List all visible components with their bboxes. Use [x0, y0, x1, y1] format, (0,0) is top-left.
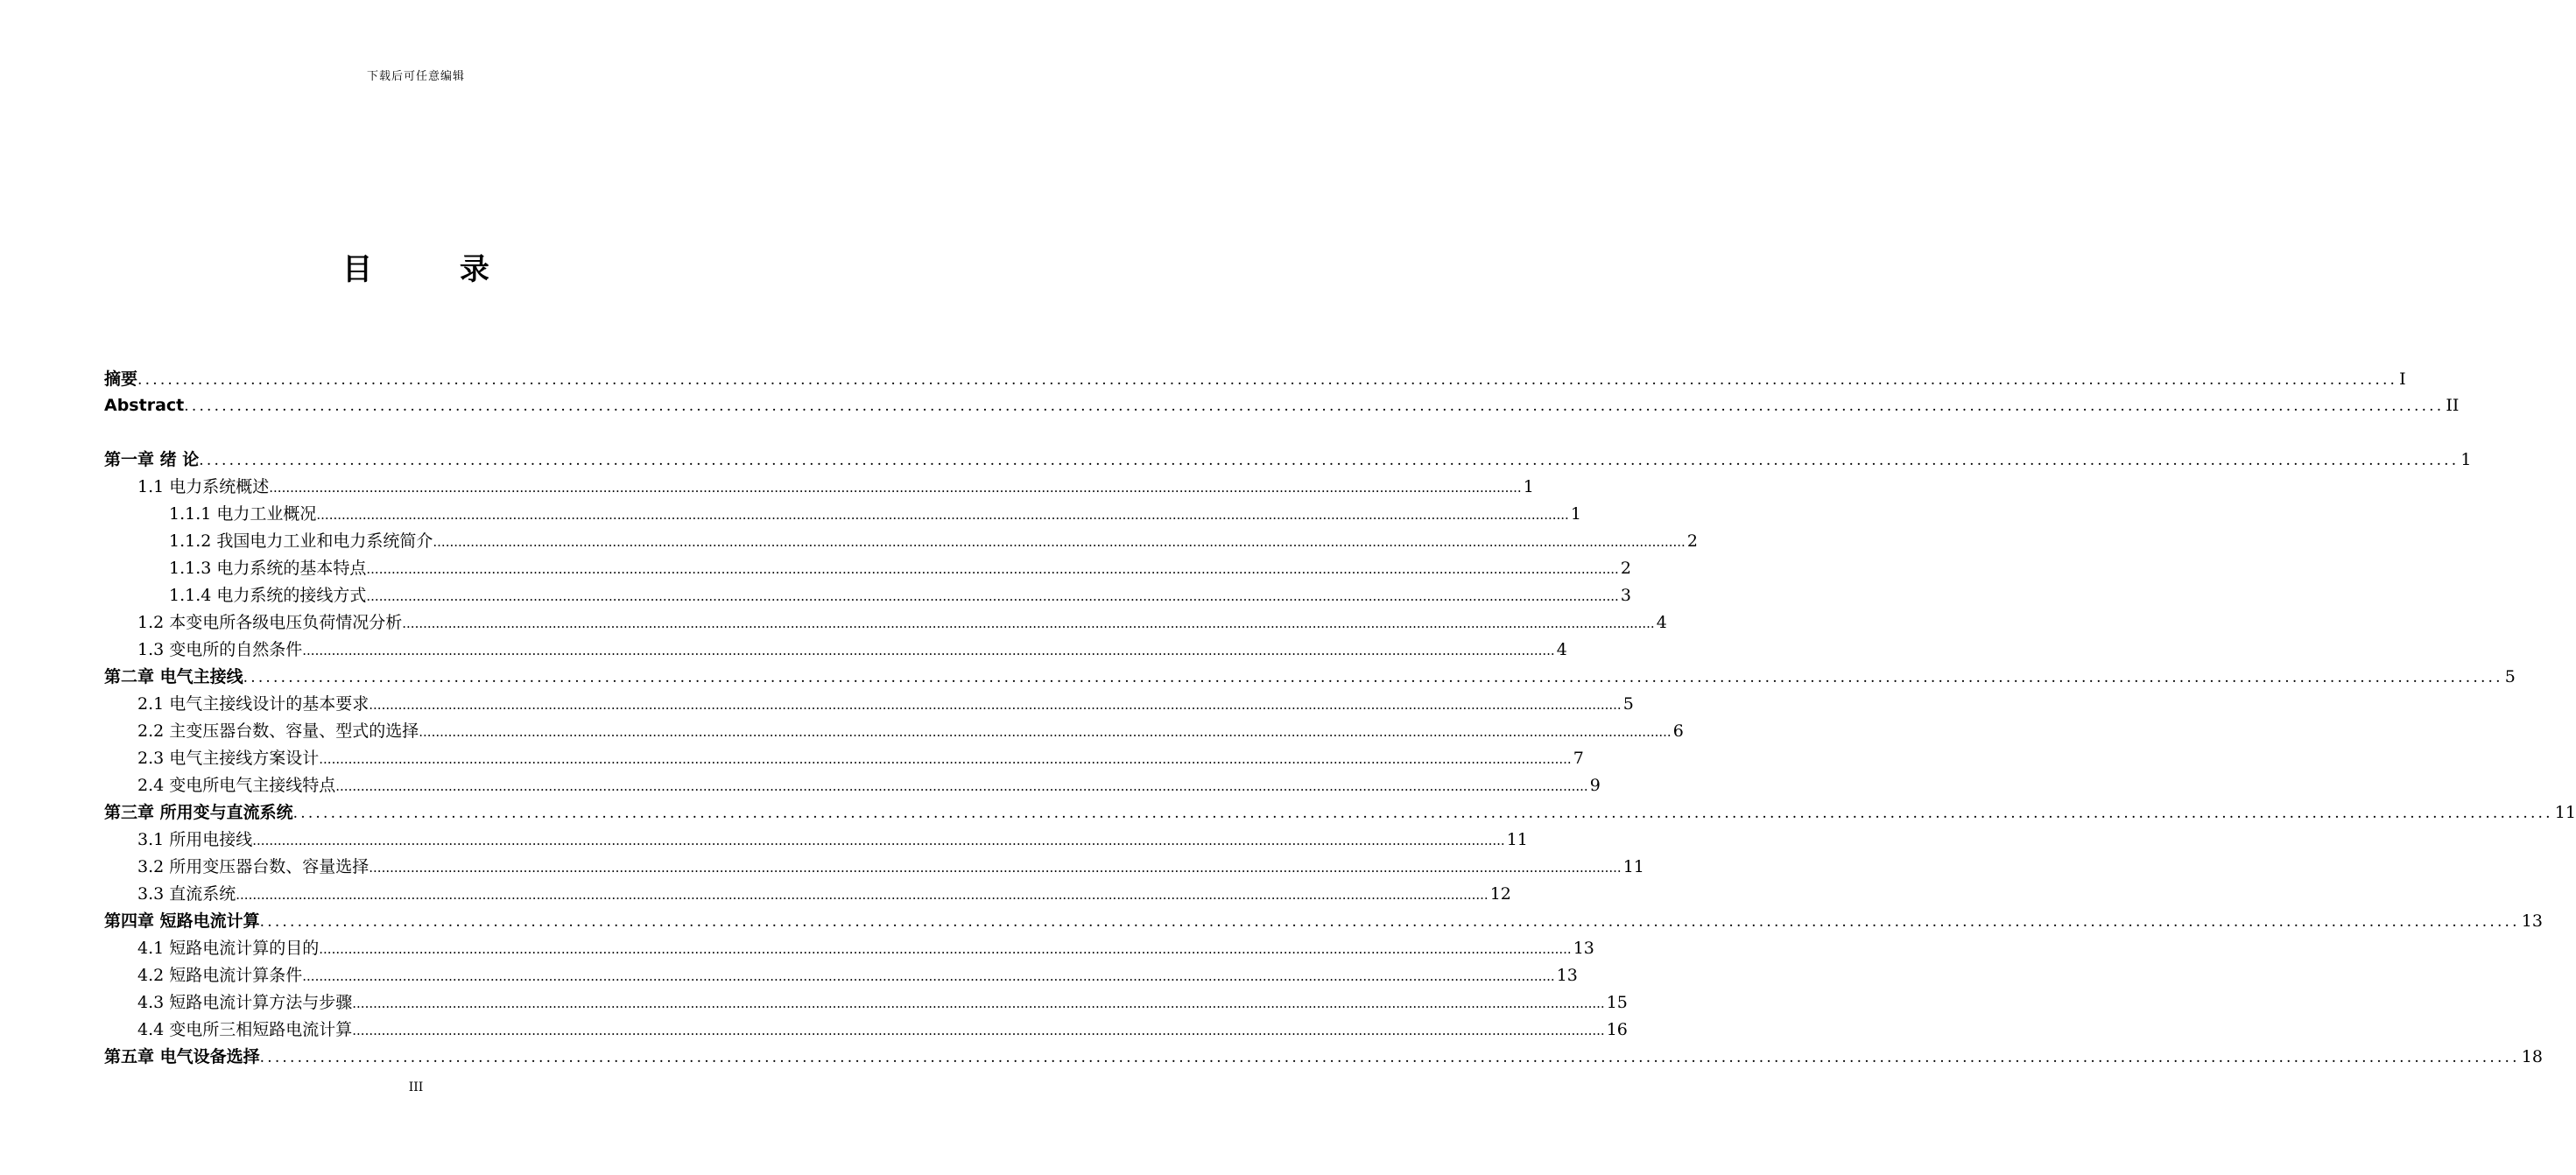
toc-leader-dots: ............................................................................................................................................................................................................................................................................................................ — [236, 887, 1489, 903]
toc-entry-label: 1.2 本变电所各级电压负荷情况分析 — [137, 613, 403, 632]
toc-entry-label: 4.2 短路电流计算条件 — [137, 966, 303, 985]
toc-entry-page: 3 — [1620, 586, 1631, 605]
toc-entry[interactable] — [137, 855, 1644, 878]
page-title: 目 录 — [342, 252, 528, 287]
toc-leader-dots: ............................................................................................................................................................................................................................................................................................................ — [269, 480, 1522, 496]
toc-leader-dots: ............................................................................................................................................................................................................................................................................................................ — [319, 941, 1572, 957]
toc-entry-label: 1.1.1 电力工业概况 — [169, 504, 317, 524]
toc-entry-page: 4 — [1556, 640, 1567, 659]
toc-entry[interactable] — [137, 964, 1578, 987]
toc-entry-page: 2 — [1620, 559, 1631, 578]
toc-entry[interactable] — [137, 693, 1634, 715]
toc-entry-label: 1.1.3 电力系统的基本特点 — [169, 559, 367, 578]
toc-entry-page: 1 — [1570, 504, 1581, 524]
toc-entry-page: 9 — [1589, 776, 1601, 795]
toc-leader-dots: ............................................................................................................................................................................................................................................................................................................ — [259, 1049, 2520, 1066]
toc-leader-dots: ............................................................................................................................................................................................................................................................................................................ — [316, 507, 1569, 523]
toc-entry-label: 2.4 变电所电气主接线特点 — [137, 776, 336, 795]
toc-entry-label: 1.1.2 我国电力工业和电力系统简介 — [169, 531, 433, 551]
toc-leader-dots: ............................................................................................................................................................................................................................................................................................................ — [366, 588, 1619, 604]
toc-entry-page: 4 — [1656, 613, 1667, 632]
toc-entry-page: 13 — [1556, 966, 1578, 985]
toc-entry-page: 1 — [2460, 450, 2472, 469]
toc-entry[interactable] — [104, 665, 2516, 688]
toc-entry[interactable] — [169, 557, 1631, 580]
toc-leader-dots: ............................................................................................................................................................................................................................................................................................................ — [137, 371, 2398, 389]
toc-entry-page: 16 — [1606, 1020, 1628, 1039]
toc-entry[interactable] — [104, 394, 2460, 417]
toc-entry[interactable] — [137, 937, 1594, 960]
toc-leader-dots: ............................................................................................................................................................................................................................................................................................................ — [259, 913, 2520, 931]
toc-entry-page: 11 — [2554, 803, 2576, 822]
toc-entry[interactable] — [137, 720, 1684, 742]
toc-entry-page: 15 — [1606, 993, 1628, 1012]
toc-entry-label: 4.1 短路电流计算的目的 — [137, 939, 320, 958]
toc-leader-dots: ............................................................................................................................................................................................................................................................................................................ — [402, 616, 1655, 631]
toc-entry-label: 2.1 电气主接线设计的基本要求 — [137, 694, 370, 714]
toc-entry-page: 5 — [1622, 694, 1634, 714]
toc-leader-dots: ............................................................................................................................................................................................................................................................................................................ — [184, 398, 2445, 415]
toc-entry-label: 1.3 变电所的自然条件 — [137, 640, 303, 659]
toc-entry[interactable] — [104, 1045, 2543, 1068]
toc-leader-dots: ............................................................................................................................................................................................................................................................................................................ — [292, 805, 2553, 822]
toc-leader-dots: ............................................................................................................................................................................................................................................................................................................ — [199, 452, 2460, 469]
toc-entry-label: 第二章 电气主接线 — [104, 667, 243, 686]
toc-entry[interactable] — [137, 828, 1528, 851]
toc-leader-dots: ............................................................................................................................................................................................................................................................................................................ — [352, 996, 1605, 1011]
toc-entry-label: 2.3 电气主接线方案设计 — [137, 749, 320, 768]
toc-leader-dots: ............................................................................................................................................................................................................................................................................................................ — [302, 968, 1555, 984]
toc-entry[interactable] — [104, 910, 2543, 932]
toc-entry-label: 第五章 电气设备选择 — [104, 1047, 260, 1066]
toc-leader-dots: ............................................................................................................................................................................................................................................................................................................ — [243, 669, 2503, 686]
toc-entry-page: 18 — [2521, 1047, 2543, 1066]
toc-entry-label: 3.2 所用变压器台数、容量选择 — [137, 857, 370, 876]
toc-entry[interactable] — [137, 747, 1584, 770]
toc-entry[interactable] — [104, 448, 2472, 471]
page-header: 下载后可任意编辑 — [366, 70, 465, 83]
toc-entry-page: 7 — [1573, 749, 1584, 768]
page-number-footer: III — [408, 1080, 424, 1094]
toc-leader-dots: ............................................................................................................................................................................................................................................................................................................ — [302, 643, 1555, 658]
toc-entry[interactable] — [104, 801, 2576, 824]
toc-entry-label: 1.1 电力系统概述 — [137, 477, 270, 496]
toc-leader-dots: ............................................................................................................................................................................................................................................................................................................ — [433, 534, 1686, 550]
toc-entry[interactable] — [137, 991, 1628, 1014]
toc-entry-label: 4.4 变电所三相短路电流计算 — [137, 1020, 353, 1039]
toc-entry[interactable] — [169, 503, 1581, 525]
toc-entry[interactable] — [104, 368, 2406, 390]
toc-entry-label: 4.3 短路电流计算方法与步骤 — [137, 993, 353, 1012]
toc-entry[interactable] — [137, 774, 1601, 797]
toc-entry[interactable] — [137, 611, 1667, 634]
toc-entry[interactable] — [137, 475, 1534, 498]
toc-entry-page: 5 — [2504, 667, 2516, 686]
toc-leader-dots: ............................................................................................................................................................................................................................................................................................................ — [352, 1023, 1605, 1038]
toc-entry[interactable] — [169, 530, 1698, 552]
toc-entry-page: I — [2399, 369, 2406, 389]
toc-leader-dots: ............................................................................................................................................................................................................................................................................................................ — [335, 778, 1588, 794]
toc-entry-label: 摘要 — [104, 369, 138, 389]
toc-entry-page: II — [2446, 396, 2460, 415]
toc-entry[interactable] — [169, 584, 1631, 607]
toc-entry-page: 2 — [1686, 531, 1698, 551]
toc-leader-dots: ............................................................................................................................................................................................................................................................................................................ — [369, 860, 1622, 876]
toc-entry-page: 13 — [1573, 939, 1594, 958]
toc-entry-label: 第四章 短路电流计算 — [104, 911, 260, 931]
toc-leader-dots: ............................................................................................................................................................................................................................................................................................................ — [366, 561, 1619, 577]
toc-entry[interactable] — [137, 883, 1511, 905]
toc-leader-dots: ............................................................................................................................................................................................................................................................................................................ — [419, 724, 1672, 740]
toc-entry-label: 第一章 绪 论 — [104, 450, 200, 469]
toc-entry[interactable] — [137, 638, 1567, 661]
toc-entry[interactable] — [137, 1018, 1628, 1041]
toc-entry-page: 11 — [1506, 830, 1528, 849]
toc-entry-page: 11 — [1622, 857, 1644, 876]
toc-entry-label: 3.1 所用电接线 — [137, 830, 253, 849]
toc-entry-page: 13 — [2521, 911, 2543, 931]
toc-entry-page: 1 — [1523, 477, 1534, 496]
toc-entry-page: 12 — [1489, 884, 1511, 904]
toc-entry-page: 6 — [1672, 721, 1684, 741]
toc-entry-label: 1.1.4 电力系统的接线方式 — [169, 586, 367, 605]
toc-entry-label: 第三章 所用变与直流系统 — [104, 803, 293, 822]
toc-entry-label: Abstract — [104, 396, 185, 415]
toc-leader-dots: ............................................................................................................................................................................................................................................................................................................ — [319, 751, 1572, 767]
toc-entry-label: 2.2 主变压器台数、容量、型式的选择 — [137, 721, 419, 741]
toc-leader-dots: ............................................................................................................................................................................................................................................................................................................ — [252, 833, 1505, 848]
toc-leader-dots: ............................................................................................................................................................................................................................................................................................................ — [369, 697, 1622, 713]
toc-entry-label: 3.3 直流系统 — [137, 884, 236, 904]
